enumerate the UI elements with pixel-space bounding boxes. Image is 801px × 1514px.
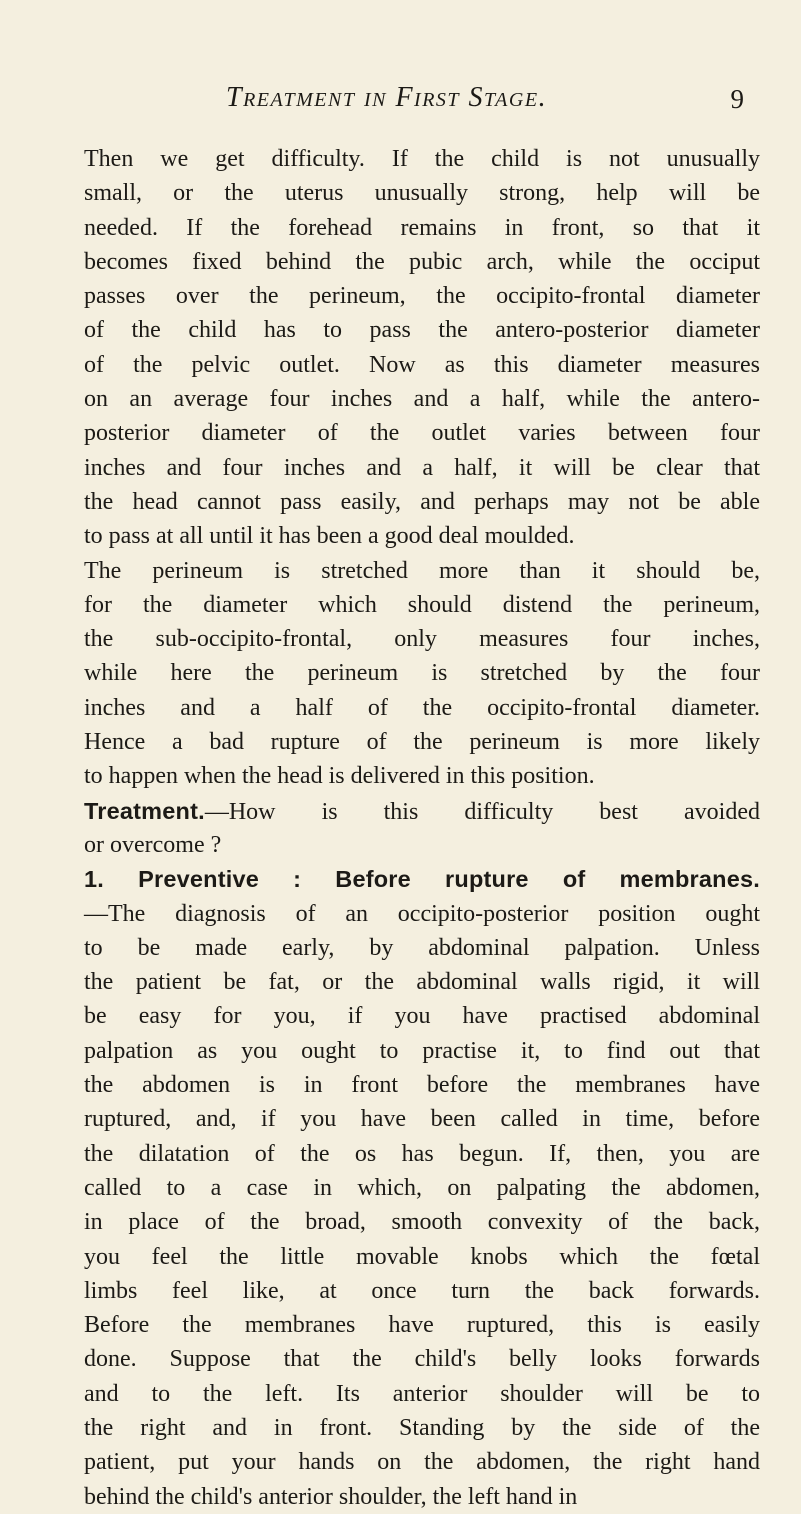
line-text: —The diagnosis of an occipito-posterior position ought	[84, 900, 760, 927]
text-line	[84, 1308, 760, 1342]
text-line	[84, 451, 760, 485]
text-line	[84, 1445, 760, 1479]
line-text: palpation as you ought to practise it, to find out that	[84, 1037, 760, 1064]
line-text: —How is this difficulty best avoided	[204, 798, 760, 825]
page-number: 9	[730, 84, 744, 114]
line-text: limbs feel like, at once turn the back forwards.	[84, 1277, 760, 1304]
line-text: posterior diameter of the outlet varies between four	[84, 420, 760, 447]
line-text: ruptured, and, if you have been called in time, before	[84, 1106, 760, 1133]
text-line	[84, 1342, 760, 1376]
line-text: the head cannot pass easily, and perhaps may not be able	[84, 488, 760, 515]
line-text: done. Suppose that the child's belly looks forwards	[84, 1346, 760, 1373]
text-line	[84, 1171, 760, 1205]
line-text: of the child has to pass the antero-posterior diameter	[84, 317, 760, 344]
line-text: on an average four inches and a half, while the antero-	[84, 386, 760, 413]
text-line	[84, 348, 760, 382]
text-line	[84, 279, 760, 313]
text-line	[84, 382, 760, 416]
text-line	[84, 485, 760, 519]
running-head	[84, 82, 754, 122]
line-text: passes over the perineum, the occipito-frontal diameter	[84, 283, 760, 310]
line-text: and to the left. Its anterior shoulder will be to	[84, 1380, 760, 1407]
line-text: while here the perineum is stretched by the four	[84, 660, 760, 687]
text-line	[84, 211, 760, 245]
line-text: the dilatation of the os has begun. If, then, you are	[84, 1140, 760, 1167]
line-text: or overcome ?	[84, 831, 222, 858]
text-line	[84, 1274, 760, 1308]
text-line	[84, 794, 760, 828]
text-line	[84, 176, 760, 210]
line-text: the patient be fat, or the abdominal walls rigid, it will	[84, 969, 760, 996]
heading-run: 1. Preventive : Before rupture of membranes.	[84, 866, 760, 893]
text-line	[84, 1480, 760, 1514]
line-text: in place of the broad, smooth convexity of the back,	[84, 1209, 760, 1236]
running-title: Treatment in First Stage.	[226, 82, 548, 113]
text-line	[84, 1034, 760, 1068]
line-text: be easy for you, if you have practised abdominal	[84, 1003, 760, 1030]
line-text: becomes fixed behind the pubic arch, while the occiput	[84, 248, 760, 275]
line-text: small, or the uterus unusually strong, help will be	[84, 180, 760, 207]
line-text: inches and a half of the occipito-frontal diameter.	[84, 694, 760, 721]
text-line	[84, 588, 760, 622]
text-line	[84, 554, 760, 588]
line-text: Before the membranes have ruptured, this is easily	[84, 1312, 760, 1339]
text-line	[84, 1137, 760, 1171]
line-text: behind the child's anterior shoulder, the left hand in	[84, 1483, 578, 1510]
line-text: the abdomen is in front before the membranes have	[84, 1072, 760, 1099]
line-text: to happen when the head is delivered in this position.	[84, 763, 595, 790]
line-text: you feel the little movable knobs which the fœtal	[84, 1243, 760, 1270]
text-line	[84, 691, 760, 725]
text-line	[84, 759, 760, 793]
line-text: called to a case in which, on palpating the abdomen,	[84, 1174, 760, 1201]
text-line	[84, 999, 760, 1033]
text-line	[84, 965, 760, 999]
text-line	[84, 1068, 760, 1102]
line-text: to pass at all until it has been a good deal moulded.	[84, 523, 575, 550]
text-line	[84, 245, 760, 279]
line-text: The perineum is stretched more than it should be,	[84, 557, 760, 584]
text-line	[84, 142, 760, 176]
line-text: Then we get difficulty. If the child is not unusually	[84, 146, 760, 172]
text-line	[84, 931, 760, 965]
line-text: needed. If the forehead remains in front, so that it	[84, 214, 760, 241]
line-text: patient, put your hands on the abdomen, the right hand	[84, 1449, 760, 1476]
line-text: inches and four inches and a half, it will be clear that	[84, 454, 760, 481]
line-text: Hence a bad rupture of the perineum is more likely	[84, 729, 760, 756]
line-text: of the pelvic outlet. Now as this diameter measures	[84, 351, 760, 378]
text-line	[84, 313, 760, 347]
text-line	[84, 725, 760, 759]
line-text: the right and in front. Standing by the side of the	[84, 1414, 760, 1441]
text-line	[84, 622, 760, 656]
text-line	[84, 1102, 760, 1136]
text-line	[84, 416, 760, 450]
line-text: the sub-occipito-frontal, only measures four inches,	[84, 626, 760, 653]
body-text	[84, 142, 760, 1514]
heading-run: Treatment.	[84, 797, 205, 824]
text-line	[84, 1377, 760, 1411]
text-line	[84, 1240, 760, 1274]
text-line	[84, 897, 760, 931]
text-line	[84, 1205, 760, 1239]
text-line	[84, 1411, 760, 1445]
text-line	[84, 828, 760, 862]
line-text: for the diameter which should distend the perineum,	[84, 591, 760, 618]
line-text: to be made early, by abdominal palpation. Unless	[84, 934, 760, 961]
text-line	[84, 519, 760, 553]
text-line	[84, 862, 760, 896]
text-line	[84, 656, 760, 690]
